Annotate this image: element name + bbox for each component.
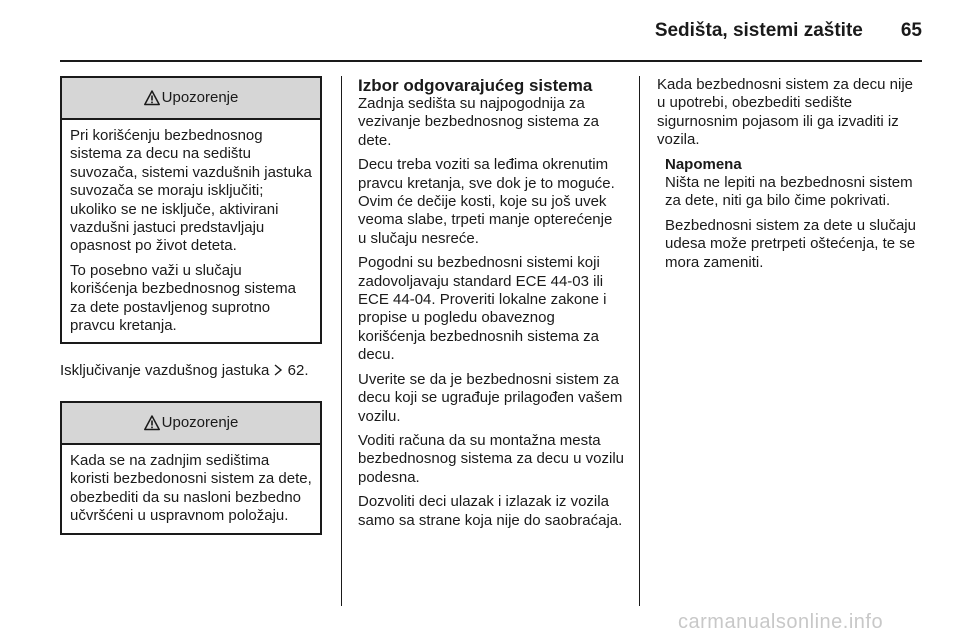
- warning-heading: Upozorenje: [161, 413, 239, 431]
- body-paragraph: Uverite se da je bezbednosni sistem za decu koji se ugrađuje prilagođen vašem vozilu.: [358, 370, 623, 425]
- note-paragraph: Ništa ne lepiti na bezbednosni sistem za dete, niti ga bilo čime pokrivati.: [665, 174, 913, 210]
- body-paragraph: Kada bezbednosni sistem za decu nije u upotrebi, obezbediti sedište sigurnosnim pojasom ili ga izvaditi iz vozila.: [657, 76, 913, 149]
- crossref-text: Isključivanje vazdušnog jastuka: [60, 362, 270, 380]
- crossref-arrow-icon: [273, 364, 283, 376]
- column-divider: [341, 76, 342, 606]
- body-paragraph: Zadnja sedišta su najpogodnija za vezivanje bezbednosnog sistema za dete.: [358, 95, 599, 149]
- warning-heading: Upozorenje: [161, 88, 239, 106]
- section-heading: Izbor odgovarajućeg sistema: [358, 76, 593, 95]
- warning-header: [62, 78, 320, 120]
- warning-paragraph: To posebno važi u slučaju korišćenja bezbednosnog sistema za dete postavljenog suprotno pravcu kretanja.: [70, 261, 296, 335]
- body-paragraph: Decu treba voziti sa leđima okrenutim pravcu kretanja, sve dok je to moguće. Ovim će dečije kosti, koje su još uvek veoma slabe, trpeti manje opterećenje u slučaju nesreće.: [358, 156, 615, 247]
- crossref-line: [60, 362, 322, 380]
- warning-paragraph: Kada se na zadnjim sedištima koristi bezbedonosni sistem za dete, obezbediti da su nasloni bezbedno učvršćeni u uspravnom položaju.: [70, 451, 312, 525]
- warning-triangle-icon: [144, 90, 160, 106]
- header-rule: [60, 60, 922, 62]
- column-right: [657, 76, 923, 278]
- column-left: [60, 76, 322, 535]
- warning-triangle-icon: [144, 415, 160, 431]
- column-divider: [639, 76, 640, 606]
- crossref-page[interactable]: 62.: [287, 362, 309, 380]
- warning-box: [60, 76, 322, 344]
- body-paragraph: Voditi računa da su montažna mesta bezbednosnog sistema za decu u vozilu podesna.: [358, 431, 625, 486]
- warning-body: [62, 445, 320, 533]
- body-paragraph: Dozvoliti deci ulazak i izlazak iz vozila samo sa strane koja nije do saobraćaja.: [358, 493, 623, 529]
- warning-header: [62, 403, 320, 445]
- warning-body: [62, 120, 320, 342]
- note-paragraph: Bezbednosni sistem za dete u slučaju udesa može pretrpeti oštećenja, te se mora zameniti.: [665, 216, 916, 271]
- page-title: Sedišta, sistemi zaštite: [654, 20, 863, 41]
- page-header: [655, 20, 922, 42]
- warning-box: [60, 401, 322, 535]
- watermark: carmanualsonline.info: [678, 611, 884, 633]
- column-middle: [358, 76, 624, 536]
- note-block: [657, 156, 923, 272]
- note-title: Napomena: [665, 155, 742, 173]
- body-paragraph: Pogodni su bezbednosni sistemi koji zadovoljavaju standard ECE 44-03 ili ECE 44-04. Proveriti lokalne zakone i propise u pogledu obaveznog korišćenja bezbednosnih sistema za decu.: [358, 254, 607, 364]
- warning-paragraph: Pri korišćenju bezbednosnog sistema za decu na sedištu suvozača, sistemi vazdušnih jastuka suvozača se moraju isključiti; ukoliko se ne isključe, aktivirani vazdušni jastuci predstavljaju opasnost po život deteta.: [70, 127, 312, 255]
- page-number: 65: [900, 20, 922, 41]
